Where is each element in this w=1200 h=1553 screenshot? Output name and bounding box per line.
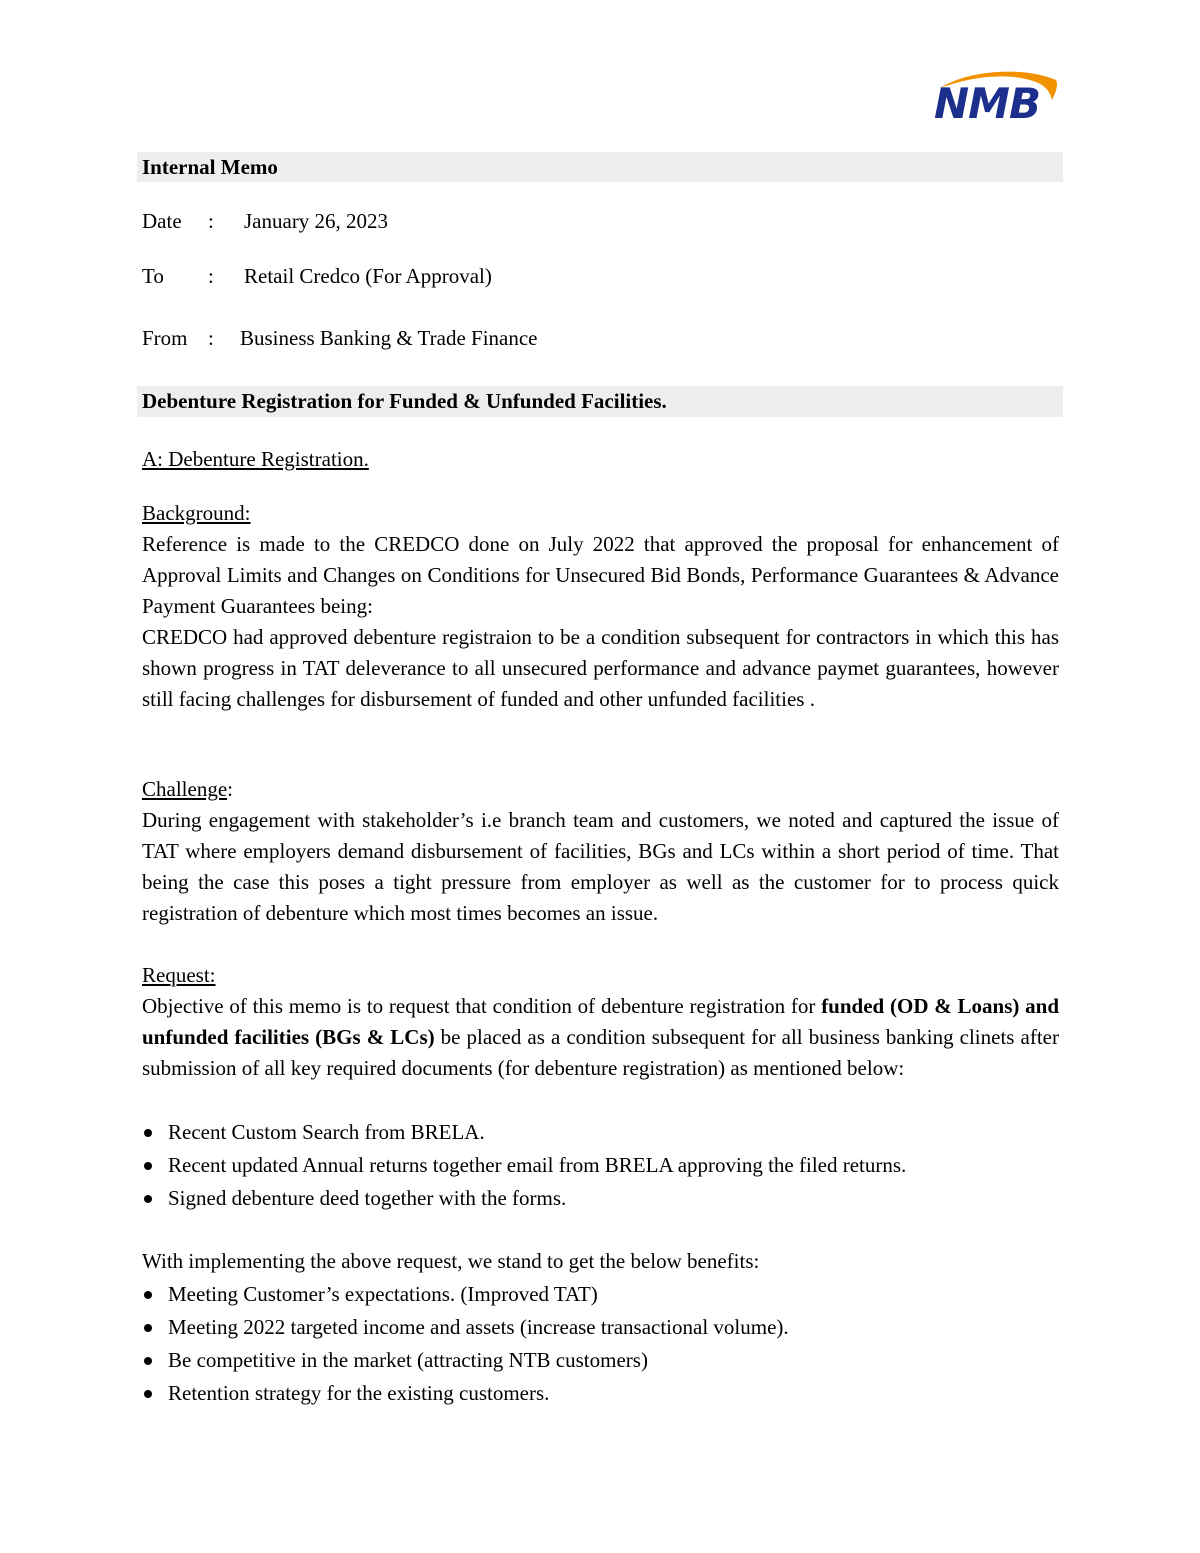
benefits-intro-text: With implementing the above request, we stand to get the below benefits:	[142, 1249, 760, 1273]
bullet-icon	[144, 1129, 152, 1137]
date-separator: :	[208, 209, 214, 233]
background-section	[142, 498, 1059, 715]
date-value: January 26, 2023	[244, 209, 389, 233]
challenge-heading-colon: :	[227, 777, 233, 801]
challenge-paragraph: During engagement with stakeholder’s i.e branch team and customers, we noted and captured the issue of TAT where employers demand disbursement of facilities, BGs and LCs within a short period of time. That being the case this poses a tight pressure from employer as well as the customer for to process quick registration of debenture which most times becomes an issue.	[142, 808, 1059, 925]
list-item: Recent updated Annual returns together email from BRELA approving the filed returns.	[142, 1149, 1059, 1182]
bullet-icon	[144, 1357, 152, 1365]
logo-text: NMB	[934, 79, 1040, 128]
from-separator: :	[208, 326, 214, 350]
list-item: Meeting Customer’s expectations. (Improved TAT)	[142, 1278, 1059, 1311]
nmb-logo	[928, 66, 1062, 132]
bullet-icon	[144, 1195, 152, 1203]
bullet-icon	[144, 1324, 152, 1332]
from-label: From	[142, 326, 188, 350]
challenge-heading: Challenge	[142, 777, 228, 801]
background-paragraph-1: Reference is made to the CREDCO done on July 2022 that approved the proposal for enhancement of Approval Limits and Changes on Conditions for Unsecured Bid Bonds, Performance Guarantees & Advance Payment Guarantees being:	[142, 532, 1059, 618]
list-item: Recent Custom Search from BRELA.	[142, 1116, 1059, 1149]
request-paragraph	[142, 991, 1059, 1084]
required-documents-list	[142, 1116, 1059, 1215]
benefits-intro	[142, 1246, 1059, 1277]
list-item: Retention strategy for the existing customers.	[142, 1377, 1059, 1410]
to-value: Retail Credco (For Approval)	[244, 264, 492, 288]
request-section	[142, 960, 1059, 1084]
memo-title: Internal Memo	[137, 152, 1063, 182]
section-a-heading-text: A: Debenture Registration.	[142, 447, 369, 471]
to-label: To	[142, 264, 164, 288]
list-item: Be competitive in the market (attracting NTB customers)	[142, 1344, 1059, 1377]
background-heading: Background:	[142, 501, 251, 525]
section-a-heading	[142, 444, 1059, 475]
bullet-icon	[144, 1162, 152, 1170]
challenge-section	[142, 774, 1059, 929]
list-item: Signed debenture deed together with the forms.	[142, 1182, 1059, 1215]
request-paragraph-part-2: be placed as a condition subsequent for all business banking clinets after submission of all key required documents (for debenture registration) as mentioned below:	[142, 1025, 1059, 1080]
date-label: Date	[142, 209, 182, 233]
memo-subject: Debenture Registration for Funded & Unfunded Facilities.	[137, 386, 1063, 417]
request-heading: Request:	[142, 963, 216, 987]
bullet-icon	[144, 1291, 152, 1299]
from-value: Business Banking & Trade Finance	[240, 326, 538, 350]
benefits-list	[142, 1278, 1059, 1410]
bullet-icon	[144, 1390, 152, 1398]
background-paragraph-2: CREDCO had approved debenture registraion to be a condition subsequent for contractors in which this has shown progress in TAT deleverance to all unsecured performance and advance paymet guarantees, however still facing challenges for disbursement of funded and other unfunded facilities .	[142, 625, 1059, 711]
to-separator: :	[208, 264, 214, 288]
list-item: Meeting 2022 targeted income and assets (increase transactional volume).	[142, 1311, 1059, 1344]
request-paragraph-bold: funded (OD & Loans) and unfunded facilities (BGs & LCs)	[142, 994, 1059, 1049]
request-paragraph-part-1: Objective of this memo is to request that condition of debenture registration for	[142, 994, 822, 1018]
